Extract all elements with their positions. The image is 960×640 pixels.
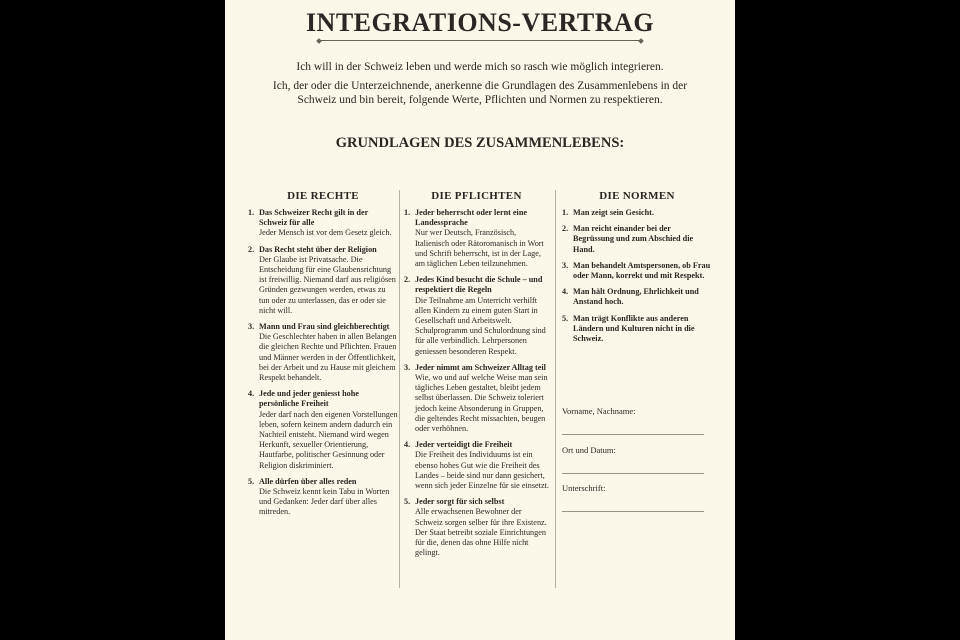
column-heading: DIE PFLICHTEN [431,190,522,202]
item-number: 3. [248,322,255,332]
list-item [248,322,398,383]
item-number: 4. [404,440,411,450]
item-number: 1. [562,208,569,217]
rights-list [248,208,398,518]
column-heading: DIE NORMEN [599,190,675,202]
column-duties [404,190,549,565]
name-label: Vorname, Nachname: [562,406,636,416]
signature-field[interactable] [562,483,707,512]
item-body: Wie, wo und auf welche Weise man sein tägliches Leben gestaltet, bleibt jedem selbst überlassen. Die Schweiz toleriert jedoch keine Absonderung in Gruppen, die geltendes Recht missachten, beugen oder verhöhnen. [415,373,548,434]
item-number: 5. [562,313,569,323]
place-date-field[interactable] [562,445,707,474]
contract-page [225,0,735,640]
name-line[interactable] [562,434,704,435]
item-body: Alle erwachsenen Bewohner der Schweiz sorgen selber für ihre Existenz. Der Staat betreibt soziale Einrichtungen für die, denen das ohne Hilfe nicht gelingt. [415,507,547,558]
item-body: Die Freiheit des Individuums ist ein ebenso hohes Gut wie die Freiheit des Landes – beide sind nur dann gesichert, wenn sich jeder Einzelne für sie einsetzt. [415,450,549,491]
signature-line[interactable] [562,511,704,512]
place-date-label: Ort und Datum: [562,445,616,455]
item-body: Die Geschlechter haben in allen Belangen die gleichen Rechte und Pflichten. Frauen und Männer werden in der Öffentlichkeit, bei der Arbeit und zu Hause mit gleichem Respekt behandelt. [259,332,397,383]
item-heading: Jeder beherrscht oder lernt eine Landessprache [415,208,528,228]
column-rights [248,190,398,524]
item-number: 4. [562,287,569,297]
item-body: Nur wer Deutsch, Französisch, Italienisch oder Rätoromanisch in Wort und Schrift beherrscht, ist in der Lage, am täglichen Leben teilzunehmen. [415,228,544,269]
item-heading: Jeder sorgt für sich selbst [415,497,505,507]
list-item [404,440,549,491]
list-item [404,497,549,558]
item-body: Der Glaube ist Privatsache. Die Entscheidung für eine Glaubensrichtung ist freiwillig. Niemand darf aus religiösen Gründen gezwungen werden, etwas zu tun oder zu unterlassen, das er oder sie nicht will. [259,254,396,315]
item-heading: Man behandelt Amtspersonen, ob Frau oder Mann, korrekt und mit Respekt. [573,260,711,281]
column-norms [562,190,712,350]
item-heading: Man trägt Konflikte aus anderen Ländern und Kulturen nicht in die Schweiz. [573,313,695,344]
item-heading: Man reicht einander bei der Begrüssung und zum Abschied die Hand. [573,224,694,254]
list-item [562,208,712,218]
signature-label: Unterschrift: [562,483,606,493]
section-heading: GRUNDLAGEN DES ZUSAMMENLEBENS: [335,135,625,151]
list-item [404,363,549,434]
list-item [562,261,712,281]
list-item [248,389,398,471]
item-heading: Jedes Kind besucht die Schule – und respektiert die Regeln [415,275,543,295]
item-heading: Mann und Frau sind gleichberechtigt [259,322,390,332]
item-body: Jeder Mensch ist vor dem Gesetz gleich. [259,228,392,238]
norms-list [562,208,712,344]
item-heading: Jeder verteidigt die Freiheit [415,440,513,450]
item-number: 3. [404,362,411,372]
item-number: 2. [248,244,255,254]
list-item [562,314,712,345]
item-heading: Alle dürfen über alles reden [259,476,357,486]
item-number: 2. [404,275,411,285]
item-number: 4. [248,389,255,399]
item-number: 1. [248,208,255,217]
column-heading: DIE RECHTE [287,190,359,202]
column-divider [399,190,400,588]
item-number: 5. [248,476,255,486]
item-heading: Jede und jeder geniesst hohe persönliche Freiheit [259,389,359,409]
list-item [248,208,398,239]
list-item [404,208,549,269]
item-heading: Das Schweizer Recht gilt in der Schweiz für alle [259,208,369,228]
list-item [248,477,398,518]
item-heading: Man zeigt sein Gesicht. [573,208,654,217]
title-divider [320,40,640,41]
item-number: 1. [404,208,411,217]
item-body: Jeder darf nach den eigenen Vorstellungen leben, sofern keinem andern dadurch ein Nachteil entsteht. Niemand wird wegen Herkunft, sexueller Orientierung, Hautfarbe, politischer Gesinnung oder Religion diskriminiert. [259,409,398,470]
document-title: INTEGRATIONS-VERTRAG [305,8,655,37]
item-number: 5. [404,497,411,507]
item-heading: Man hält Ordnung, Ehrlichkeit und Anstand hoch. [573,287,699,307]
item-number: 3. [562,260,569,270]
item-body: Die Schweiz kennt kein Tabu in Worten und Gedanken: Jeder darf über alles mitreden. [259,487,390,517]
name-field[interactable] [562,406,707,435]
list-item [562,224,712,255]
place-date-line[interactable] [562,473,704,474]
item-heading: Das Recht steht über der Religion [259,244,377,254]
list-item [404,275,549,357]
intro-line: Ich will in der Schweiz leben und werde mich so rasch wie möglich integrieren. [296,61,664,73]
item-heading: Jeder nimmt am Schweizer Alltag teil [415,362,546,372]
intro-paragraph: Ich, der oder die Unterzeichnende, anerkenne die Grundlagen des Zusammenlebens in der Schweiz und bin bereit, folgende Werte, Pflichten und Normen zu respektieren. [272,80,688,106]
list-item [248,245,398,316]
item-body: Die Teilnahme am Unterricht verhilft allen Kindern zu einem guten Start in Gesellschaft und Arbeitswelt. Schulprogramm und Schulordnung sind für alle verbindlich. Lehrpersonen geniessen besonderen Respekt. [415,295,546,356]
duties-list [404,208,549,559]
list-item [562,287,712,307]
column-divider [555,190,556,588]
item-number: 2. [562,224,569,234]
